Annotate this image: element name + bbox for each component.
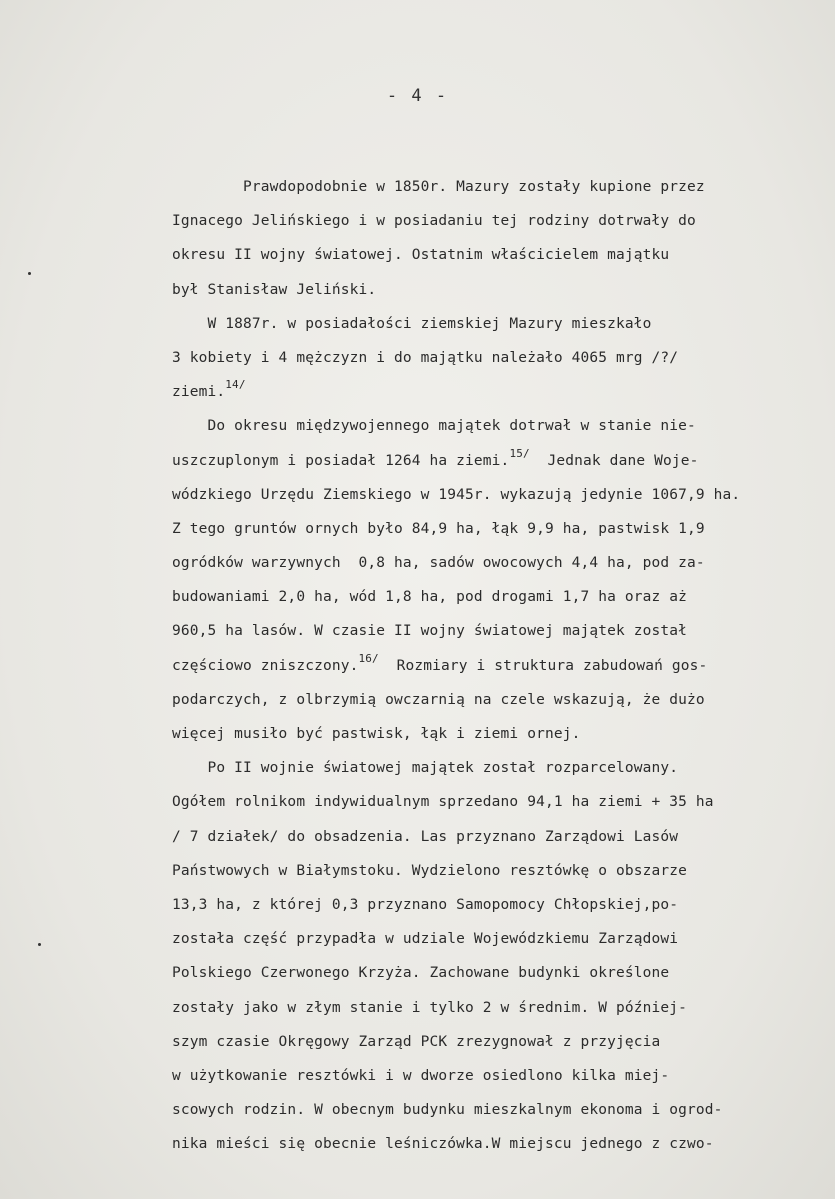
text-line — [172, 478, 822, 512]
line-text: Po II wojnie światowej majątek został rozparcelowany. — [172, 760, 679, 777]
line-text: 13,3 ha, z której 0,3 przyznano Samopomocy Chłopskiej,po- — [172, 896, 679, 913]
text-line — [172, 1093, 822, 1127]
text-line — [172, 1127, 822, 1161]
line-text: budowaniami 2,0 ha, wód 1,8 ha, pod drogami 1,7 ha oraz aż — [172, 589, 688, 606]
text-line — [172, 888, 822, 922]
line-text: ziemi. — [172, 384, 226, 401]
line-text: więcej musiło być pastwisk, łąk i ziemi ornej. — [172, 726, 581, 742]
line-text-continued: Jednak dane Woje- — [529, 452, 699, 469]
line-text: Ogółem rolnikom indywidualnym sprzedano 94,1 ha ziemi + 35 ha — [172, 794, 714, 811]
text-line — [172, 922, 822, 956]
text-line — [172, 956, 822, 990]
line-text: podarczych, z olbrzymią owczarnią na czele wskazują, że dużo — [172, 691, 705, 708]
text-line — [172, 273, 822, 307]
line-text: 960,5 ha lasów. W czasie II wojny światowej majątek został — [172, 623, 688, 640]
text-line — [172, 717, 822, 751]
text-line — [172, 409, 822, 443]
line-text: szym czasie Okręgowy Zarząd PCK zrezygnował z przyjęcia — [172, 1033, 661, 1050]
line-text: Ignacego Jelińskiego i w posiadaniu tej rodziny dotrwały do — [172, 213, 696, 230]
text-line — [172, 512, 822, 546]
line-text: w użytkowanie resztówki i w dworze osiedlono kilka miej- — [172, 1067, 670, 1084]
text-line — [172, 546, 822, 580]
text-line — [172, 238, 822, 272]
body-text — [172, 170, 822, 1161]
line-text: częściowo zniszczony. — [172, 657, 359, 674]
line-text: / 7 działek/ do obsadzenia. Las przyznano Zarządowi Lasów — [172, 828, 679, 845]
line-text: był Stanisław Jeliński. — [172, 281, 377, 298]
text-line — [172, 649, 822, 683]
line-text: nika mieści się obecnie leśniczówka.W miejscu jednego z czwo- — [172, 1136, 714, 1153]
line-text-continued: Rozmiary i struktura zabudowań gos- — [378, 657, 708, 674]
text-line — [172, 580, 822, 614]
margin-mark — [38, 943, 41, 946]
text-line — [172, 1059, 822, 1093]
footnote-marker: 14/ — [225, 378, 246, 392]
line-text: Prawdopodobnie w 1850r. Mazury zostały kupione przez — [172, 179, 705, 195]
text-line — [172, 820, 822, 854]
text-line — [172, 614, 822, 648]
line-text: W 1887r. w posiadałości ziemskiej Mazury mieszkało — [172, 315, 652, 332]
text-line — [172, 444, 822, 478]
line-text: wódzkiego Urzędu Ziemskiego w 1945r. wykazują jedynie 1067,9 ha. — [172, 486, 741, 503]
text-line — [172, 854, 822, 888]
line-text: uszczuplonym i posiadał 1264 ha ziemi. — [172, 452, 510, 469]
text-line — [172, 991, 822, 1025]
text-line — [172, 1025, 822, 1059]
line-text: scowych rodzin. W obecnym budynku mieszkalnym ekonoma i ogrod- — [172, 1102, 723, 1119]
line-text: Państwowych w Białymstoku. Wydzielono resztówkę o obszarze — [172, 862, 688, 879]
line-text: Do okresu międzywojennego majątek dotrwał w stanie nie- — [172, 418, 696, 435]
footnote-marker: 16/ — [358, 651, 379, 665]
margin-mark — [28, 272, 31, 275]
text-line — [172, 170, 822, 204]
text-line — [172, 751, 822, 785]
text-line — [172, 683, 822, 717]
footnote-marker: 15/ — [509, 446, 530, 460]
text-line — [172, 785, 822, 819]
line-text: okresu II wojny światowej. Ostatnim właścicielem majątku — [172, 247, 670, 264]
text-line — [172, 375, 822, 409]
line-text: Polskiego Czerwonego Krzyża. Zachowane budynki określone — [172, 965, 670, 982]
line-text: 3 kobiety i 4 mężczyzn i do majątku należało 4065 mrg /?/ — [172, 349, 679, 366]
line-text: została część przypadła w udziale Wojewódzkiemu Zarządowi — [172, 931, 679, 948]
line-text: Z tego gruntów ornych było 84,9 ha, łąk 9,9 ha, pastwisk 1,9 — [172, 520, 705, 537]
line-text: zostały jako w złym stanie i tylko 2 w średnim. W później- — [172, 999, 688, 1016]
text-line — [172, 341, 822, 375]
page-number: - 4 - — [386, 86, 449, 106]
text-line — [172, 307, 822, 341]
text-line — [172, 204, 822, 238]
line-text: ogródków warzywnych 0,8 ha, sadów owocowych 4,4 ha, pod za- — [172, 555, 705, 572]
